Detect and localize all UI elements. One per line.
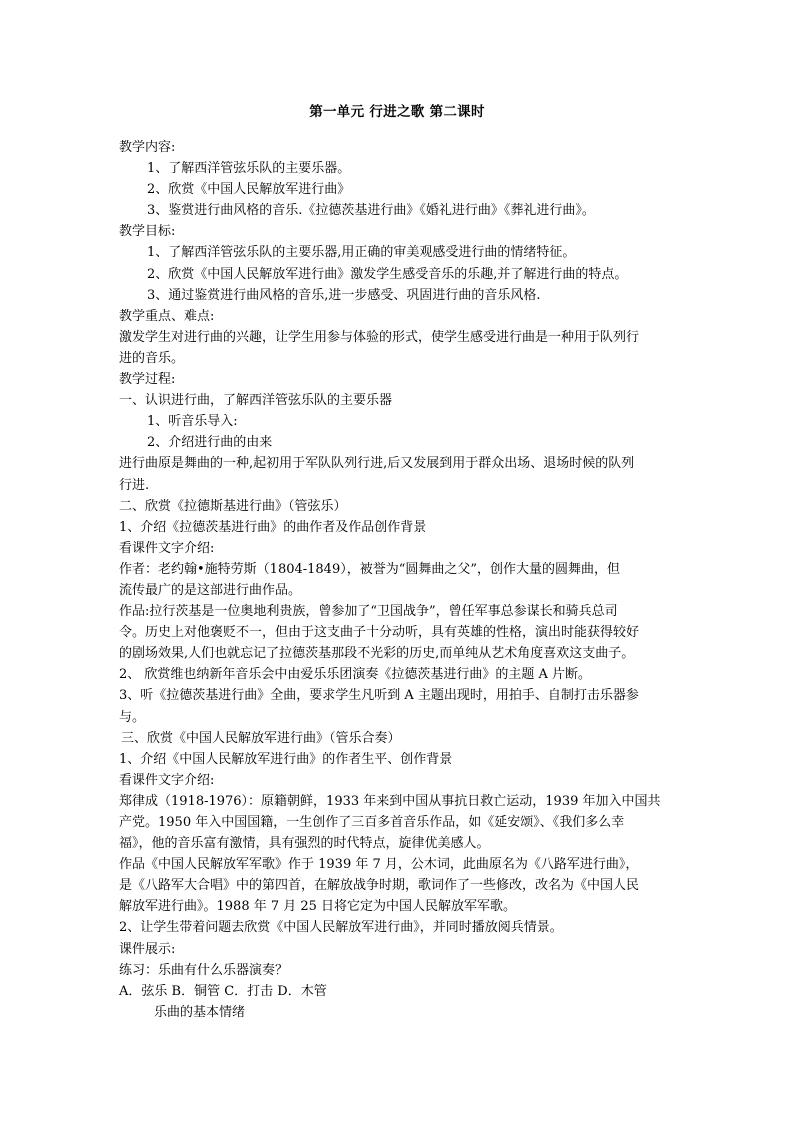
text-line: 行进. <box>119 477 150 493</box>
text-line: 作品:拉行茨基是一位奥地利贵族，曾参加了“卫国战争”，曾任军事总参谋长和骑兵总司 <box>119 604 618 620</box>
text-line: 1、了解西洋管弦乐队的主要乐器。 <box>147 161 351 177</box>
text-line: 1、介绍《拉德茨基进行曲》的曲作者及作品创作背景 <box>119 519 427 535</box>
text-line: 进的音乐。 <box>119 350 185 366</box>
text-line: 2、介绍进行曲的由来 <box>147 435 273 451</box>
text-line: 教学重点、难点: <box>119 308 215 324</box>
text-line: 看课件文字介绍: <box>119 772 215 788</box>
text-line: 的剧场效果,人们也就忘记了拉德茨基那段不光彩的历史,而单纯从艺术角度喜欢这支曲子。 <box>119 646 635 662</box>
text-line: 流传最广的是这部进行曲作品。 <box>119 582 302 598</box>
text-line: 课件展示: <box>119 941 176 957</box>
text-line: 1、介绍《中国人民解放军进行曲》的作者生平、创作背景 <box>119 751 453 767</box>
text-line: 2、欣赏《中国人民解放军进行曲》激发学生感受音乐的乐趣,并了解进行曲的特点。 <box>147 266 628 282</box>
text-line: 教学内容: <box>119 140 176 155</box>
text-line: 作者：老约翰•施特劳斯（1804-1849），被誉为“圆舞曲之父”，创作大量的圆舞曲，但 <box>119 561 621 577</box>
text-line: 福》，他的音乐富有激情，具有强烈的时代特点，旋律优美感人。 <box>119 836 490 852</box>
text-line: 练习：乐曲有什么乐器演奏？ <box>119 962 289 978</box>
document-body <box>119 137 679 1023</box>
text-line: 进行曲原是舞曲的一种,起初用于军队队列行进,后又发展到用于群众出场、退场时候的队列 <box>119 456 635 472</box>
text-line: 3、鉴赏进行曲风格的音乐.《拉德茨基进行曲》《婚礼进行曲》《葬礼进行曲》。 <box>147 203 595 219</box>
text-line: 2、欣赏《中国人民解放军进行曲》 <box>147 182 351 198</box>
text-line: 令。历史上对他褒贬不一，但由于这支曲子十分动听，具有英雄的性格，演出时能获得较好 <box>119 625 640 641</box>
text-line: 1、听音乐导入: <box>147 414 238 430</box>
text-line: 产党。1950 年入中国国籍，一生创作了三百多首音乐作品，如《延安颂》、《我们多么幸 <box>119 815 625 830</box>
text-line: 激发学生对进行曲的兴趣，让学生用参与体验的形式，使学生感受进行曲是一种用于队列行 <box>119 329 640 345</box>
text-line: 三、欣赏《中国人民解放军进行曲》（管乐合奏） <box>121 730 401 746</box>
text-line: 教学过程: <box>119 372 176 388</box>
text-line: 郑律成（1918-1976）：原籍朝鲜，1933 年来到中国从事抗日救亡运动，1939 年加入中国共 <box>119 793 661 809</box>
text-line: 1、了解西洋管弦乐队的主要乐器,用正确的审美观感受进行曲的情绪特征。 <box>147 245 576 261</box>
text-line: 教学目标: <box>119 224 176 240</box>
text-line: 一、认识进行曲，了解西洋管弦乐队的主要乐器 <box>119 393 393 409</box>
document-title: 第一单元 行进之歌 第二课时 <box>309 104 485 120</box>
text-line: 二、欣赏《拉德斯基进行曲》（管弦乐） <box>119 498 347 514</box>
text-line: 3、通过鉴赏进行曲风格的音乐,进一步感受、巩固进行曲的音乐风格. <box>147 287 541 303</box>
text-line: 3、听《拉德茨基进行曲》全曲，要求学生凡听到 A 主题出现时，用拍手、自制打击乐器参 <box>119 688 639 704</box>
text-line: 解放军进行曲》。1988 年 7 月 25 日将它定为中国人民解放军军歌。 <box>119 899 517 915</box>
text-line: 2、让学生带着问题去欣赏《中国人民解放军进行曲》，并同时播放阅兵情景。 <box>119 920 563 936</box>
text-line: 看课件文字介绍: <box>119 540 215 556</box>
text-line: 与。 <box>119 709 146 725</box>
text-line: 2、 欣赏维也纳新年音乐会中由爱乐乐团演奏《拉德茨基进行曲》的主题 A 片断。 <box>119 667 592 683</box>
text-line: 作品《中国人民解放军军歌》作于 1939 年 7 月，公木词，此曲原名为《八路军进行曲》， <box>119 857 639 873</box>
text-line: A．弦乐 B．铜管 C．打击 D．木管 <box>119 983 327 999</box>
text-line: 乐曲的基本情绪 <box>154 1004 246 1020</box>
text-line: 是《八路军大合唱》中的第四首，在解放战争时期，歌词作了一些修改，改名为《中国人民 <box>119 878 640 894</box>
